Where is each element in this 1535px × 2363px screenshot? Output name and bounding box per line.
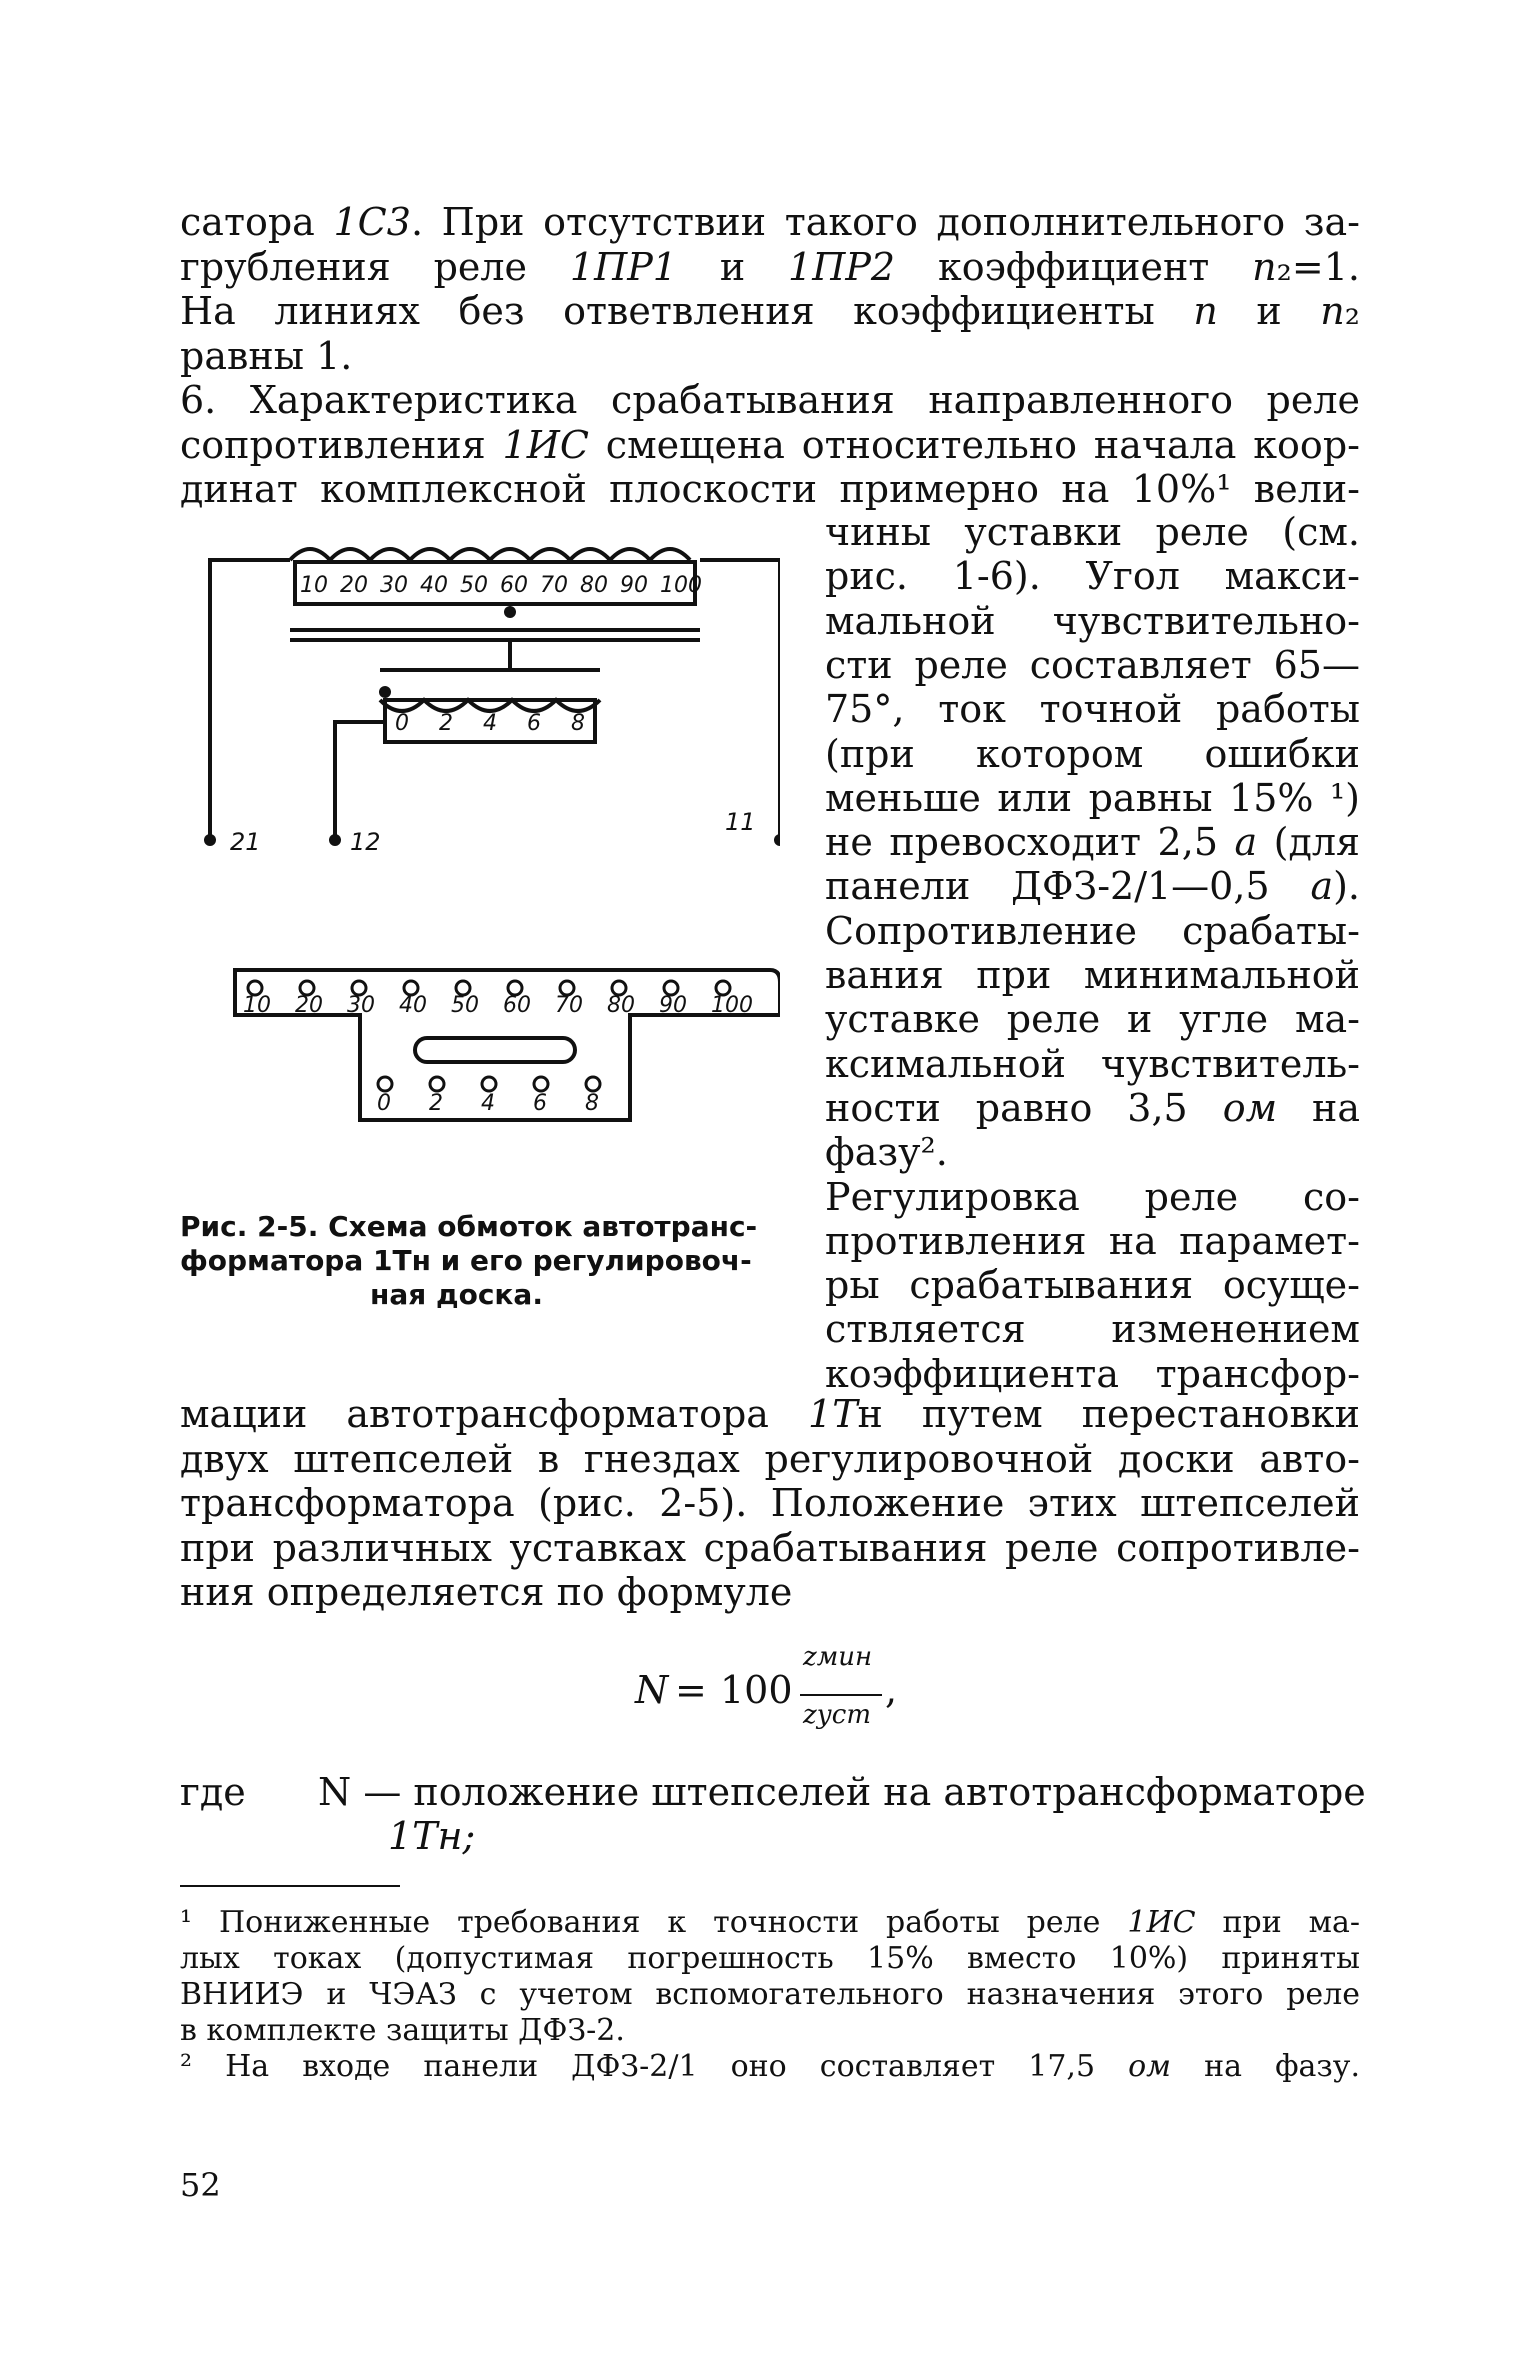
tap-label-100: 100 bbox=[660, 573, 702, 598]
formula-lhs: N bbox=[635, 1668, 669, 1712]
text-line: ности равно 3,5 ом на bbox=[825, 1085, 1361, 1130]
socket-label-40: 40 bbox=[399, 993, 427, 1018]
italic-term: n bbox=[1320, 289, 1345, 333]
text-line: ² На входе панели ДФЗ-2/1 оно составляет 17,5 ом на фазу. bbox=[180, 2049, 1360, 2084]
tap-label-2: 2 bbox=[439, 711, 453, 736]
caption-line: ная доска. bbox=[370, 1278, 543, 1311]
italic-term: а bbox=[1310, 864, 1334, 909]
socket-label-4: 4 bbox=[481, 1091, 495, 1116]
tap-label-20: 20 bbox=[340, 573, 368, 598]
italic-term: ом bbox=[1222, 1085, 1278, 1130]
terminal-11: 11 bbox=[725, 808, 756, 836]
italic-term: 1ИС bbox=[1127, 1905, 1196, 1940]
text-line: (при котором ошибки bbox=[825, 731, 1360, 776]
socket-label-60: 60 bbox=[503, 993, 531, 1018]
text-line: в комплекте защиты ДФЗ-2. bbox=[180, 2013, 625, 2048]
tap-label-60: 60 bbox=[500, 573, 528, 598]
where-cont: 1Тн; bbox=[388, 1814, 476, 1858]
socket-label-30: 30 bbox=[347, 993, 375, 1018]
text-line: коэффициента трансфор- bbox=[825, 1351, 1360, 1396]
text-line: ствляется изменением bbox=[825, 1307, 1360, 1352]
text-line: Регулировка реле со- bbox=[825, 1174, 1360, 1219]
text-line: уставке реле и угле ма- bbox=[825, 997, 1360, 1042]
text-line: ВНИИЭ и ЧЭАЗ с учетом вспомогательного назначения этого реле bbox=[180, 1977, 1360, 2012]
text-line: сатора 1С3. При отсутствии такого дополнительного за- bbox=[180, 200, 1360, 244]
socket-4 bbox=[482, 1077, 496, 1091]
tap-label-50: 50 bbox=[460, 573, 488, 598]
text-line: противления на парамет- bbox=[825, 1218, 1360, 1263]
socket-6 bbox=[534, 1077, 548, 1091]
where-word: где bbox=[180, 1770, 246, 1814]
socket-label-6: 6 bbox=[533, 1091, 547, 1116]
italic-term: n bbox=[1193, 289, 1218, 333]
board-top-sockets bbox=[243, 981, 753, 1018]
text-line: чины уставки реле (см. bbox=[825, 510, 1360, 554]
autotransformer-diagram bbox=[180, 540, 780, 1200]
italic-term: 1ПР1 bbox=[569, 244, 677, 289]
socket-label-70: 70 bbox=[555, 993, 583, 1018]
italic-term: ом bbox=[1128, 2049, 1172, 2084]
socket-label-2: 2 bbox=[429, 1091, 443, 1116]
socket-label-10: 10 bbox=[243, 993, 271, 1018]
text-line: мации автотрансформатора 1Тн путем перестановки bbox=[180, 1392, 1360, 1436]
tap-label-80: 80 bbox=[580, 573, 608, 598]
footnote-rule bbox=[180, 1885, 400, 1887]
formula-tail: , bbox=[885, 1668, 898, 1712]
text-line: Сопротивление срабаты- bbox=[825, 908, 1360, 953]
tap-label-30: 30 bbox=[380, 573, 408, 598]
top-tap-labels bbox=[300, 573, 702, 598]
terminal-12: 12 bbox=[350, 828, 381, 856]
text-line: грубления реле 1ПР1 и 1ПР2 коэффициент n₂=1. bbox=[180, 244, 1360, 289]
italic-term: 1С3 bbox=[333, 200, 411, 244]
tap-label-0: 0 bbox=[395, 711, 409, 736]
top-tap-marker bbox=[504, 606, 516, 618]
text-line: панели ДФЗ-2/1—0,5 а). bbox=[825, 864, 1360, 909]
tap-label-6: 6 bbox=[527, 711, 541, 736]
text-line: 75°, ток точной работы bbox=[825, 687, 1360, 732]
text-line: меньше или равны 15% ¹) bbox=[825, 775, 1360, 820]
text-line: мальной чувствительно- bbox=[825, 598, 1360, 643]
italic-term: 1Т bbox=[808, 1392, 858, 1436]
formula-eq: = bbox=[675, 1668, 707, 1712]
tap-label-10: 10 bbox=[300, 573, 328, 598]
text-line: равны 1. bbox=[180, 333, 353, 378]
text-line: ¹ Пониженные требования к точности работы реле 1ИС при ма- bbox=[180, 1905, 1361, 1940]
page-number: 52 bbox=[180, 2166, 221, 2204]
tap-label-70: 70 bbox=[540, 573, 568, 598]
text-line: На линиях без ответвления коэффициенты n и n₂ bbox=[180, 289, 1360, 333]
where-text: N — положение штепселей на автотрансформаторе bbox=[318, 1770, 1366, 1814]
text-line: сти реле составляет 65— bbox=[825, 642, 1360, 687]
formula bbox=[635, 1642, 955, 1752]
socket-0 bbox=[378, 1077, 392, 1091]
text-line: трансформатора (рис. 2-5). Положение этих штепселей bbox=[180, 1481, 1360, 1525]
tap-label-40: 40 bbox=[420, 573, 448, 598]
tap-label-8: 8 bbox=[571, 711, 585, 736]
caption-line: форматора 1Тн и его регулировоч- bbox=[180, 1244, 752, 1277]
text-line: двух штепселей в гнездах регулировочной доски авто- bbox=[180, 1436, 1360, 1481]
socket-label-50: 50 bbox=[451, 993, 479, 1018]
socket-8 bbox=[586, 1077, 600, 1091]
text-line: рис. 1-6). Угол макси- bbox=[825, 554, 1360, 599]
fraction-bar bbox=[800, 1694, 882, 1696]
italic-term: 1ИС bbox=[502, 422, 589, 467]
tap-label-90: 90 bbox=[620, 573, 648, 598]
socket-label-100: 100 bbox=[711, 993, 753, 1018]
formula-denominator: zуст bbox=[803, 1700, 871, 1730]
italic-term: 1ПР2 bbox=[788, 244, 896, 289]
formula-numerator: zмин bbox=[803, 1642, 873, 1672]
text-line: 6. Характеристика срабатывания направленного реле bbox=[180, 378, 1360, 422]
text-line: лых токах (допустимая погрешность 15% вместо 10%) приняты bbox=[180, 1941, 1360, 1976]
text-line: ры срабатывания осуще- bbox=[825, 1263, 1360, 1308]
socket-label-20: 20 bbox=[295, 993, 323, 1018]
text-line: фазу². bbox=[825, 1130, 948, 1175]
terminals bbox=[204, 808, 780, 856]
socket-label-0: 0 bbox=[377, 1091, 391, 1116]
bottom-tap-labels bbox=[395, 711, 585, 736]
tap-label-4: 4 bbox=[483, 711, 497, 736]
caption-line: Рис. 2-5. Схема обмоток автотранс- bbox=[180, 1210, 758, 1243]
italic-term: n bbox=[1252, 244, 1277, 289]
italic-term: а bbox=[1234, 820, 1258, 865]
socket-2 bbox=[430, 1077, 444, 1091]
text-line: ния определяется по формуле bbox=[180, 1570, 793, 1614]
text-line: сопротивления 1ИС смещена относительно начала коор- bbox=[180, 422, 1360, 467]
text-line: ксимальной чувствитель- bbox=[825, 1041, 1360, 1086]
text-line: не превосходит 2,5 а (для bbox=[825, 820, 1360, 865]
text-line: динат комплексной плоскости примерно на 10%¹ вели- bbox=[180, 467, 1360, 511]
socket-label-80: 80 bbox=[607, 993, 635, 1018]
board-bottom-sockets bbox=[377, 1077, 600, 1116]
terminal-21: 21 bbox=[230, 828, 261, 856]
socket-label-90: 90 bbox=[659, 993, 687, 1018]
text-line: при различных уставках срабатывания реле сопротивле- bbox=[180, 1525, 1360, 1570]
socket-label-8: 8 bbox=[585, 1091, 599, 1116]
text-line: вания при минимальной bbox=[825, 953, 1360, 997]
formula-coef: 100 bbox=[720, 1668, 793, 1712]
bottom-tap-marker bbox=[379, 686, 391, 698]
